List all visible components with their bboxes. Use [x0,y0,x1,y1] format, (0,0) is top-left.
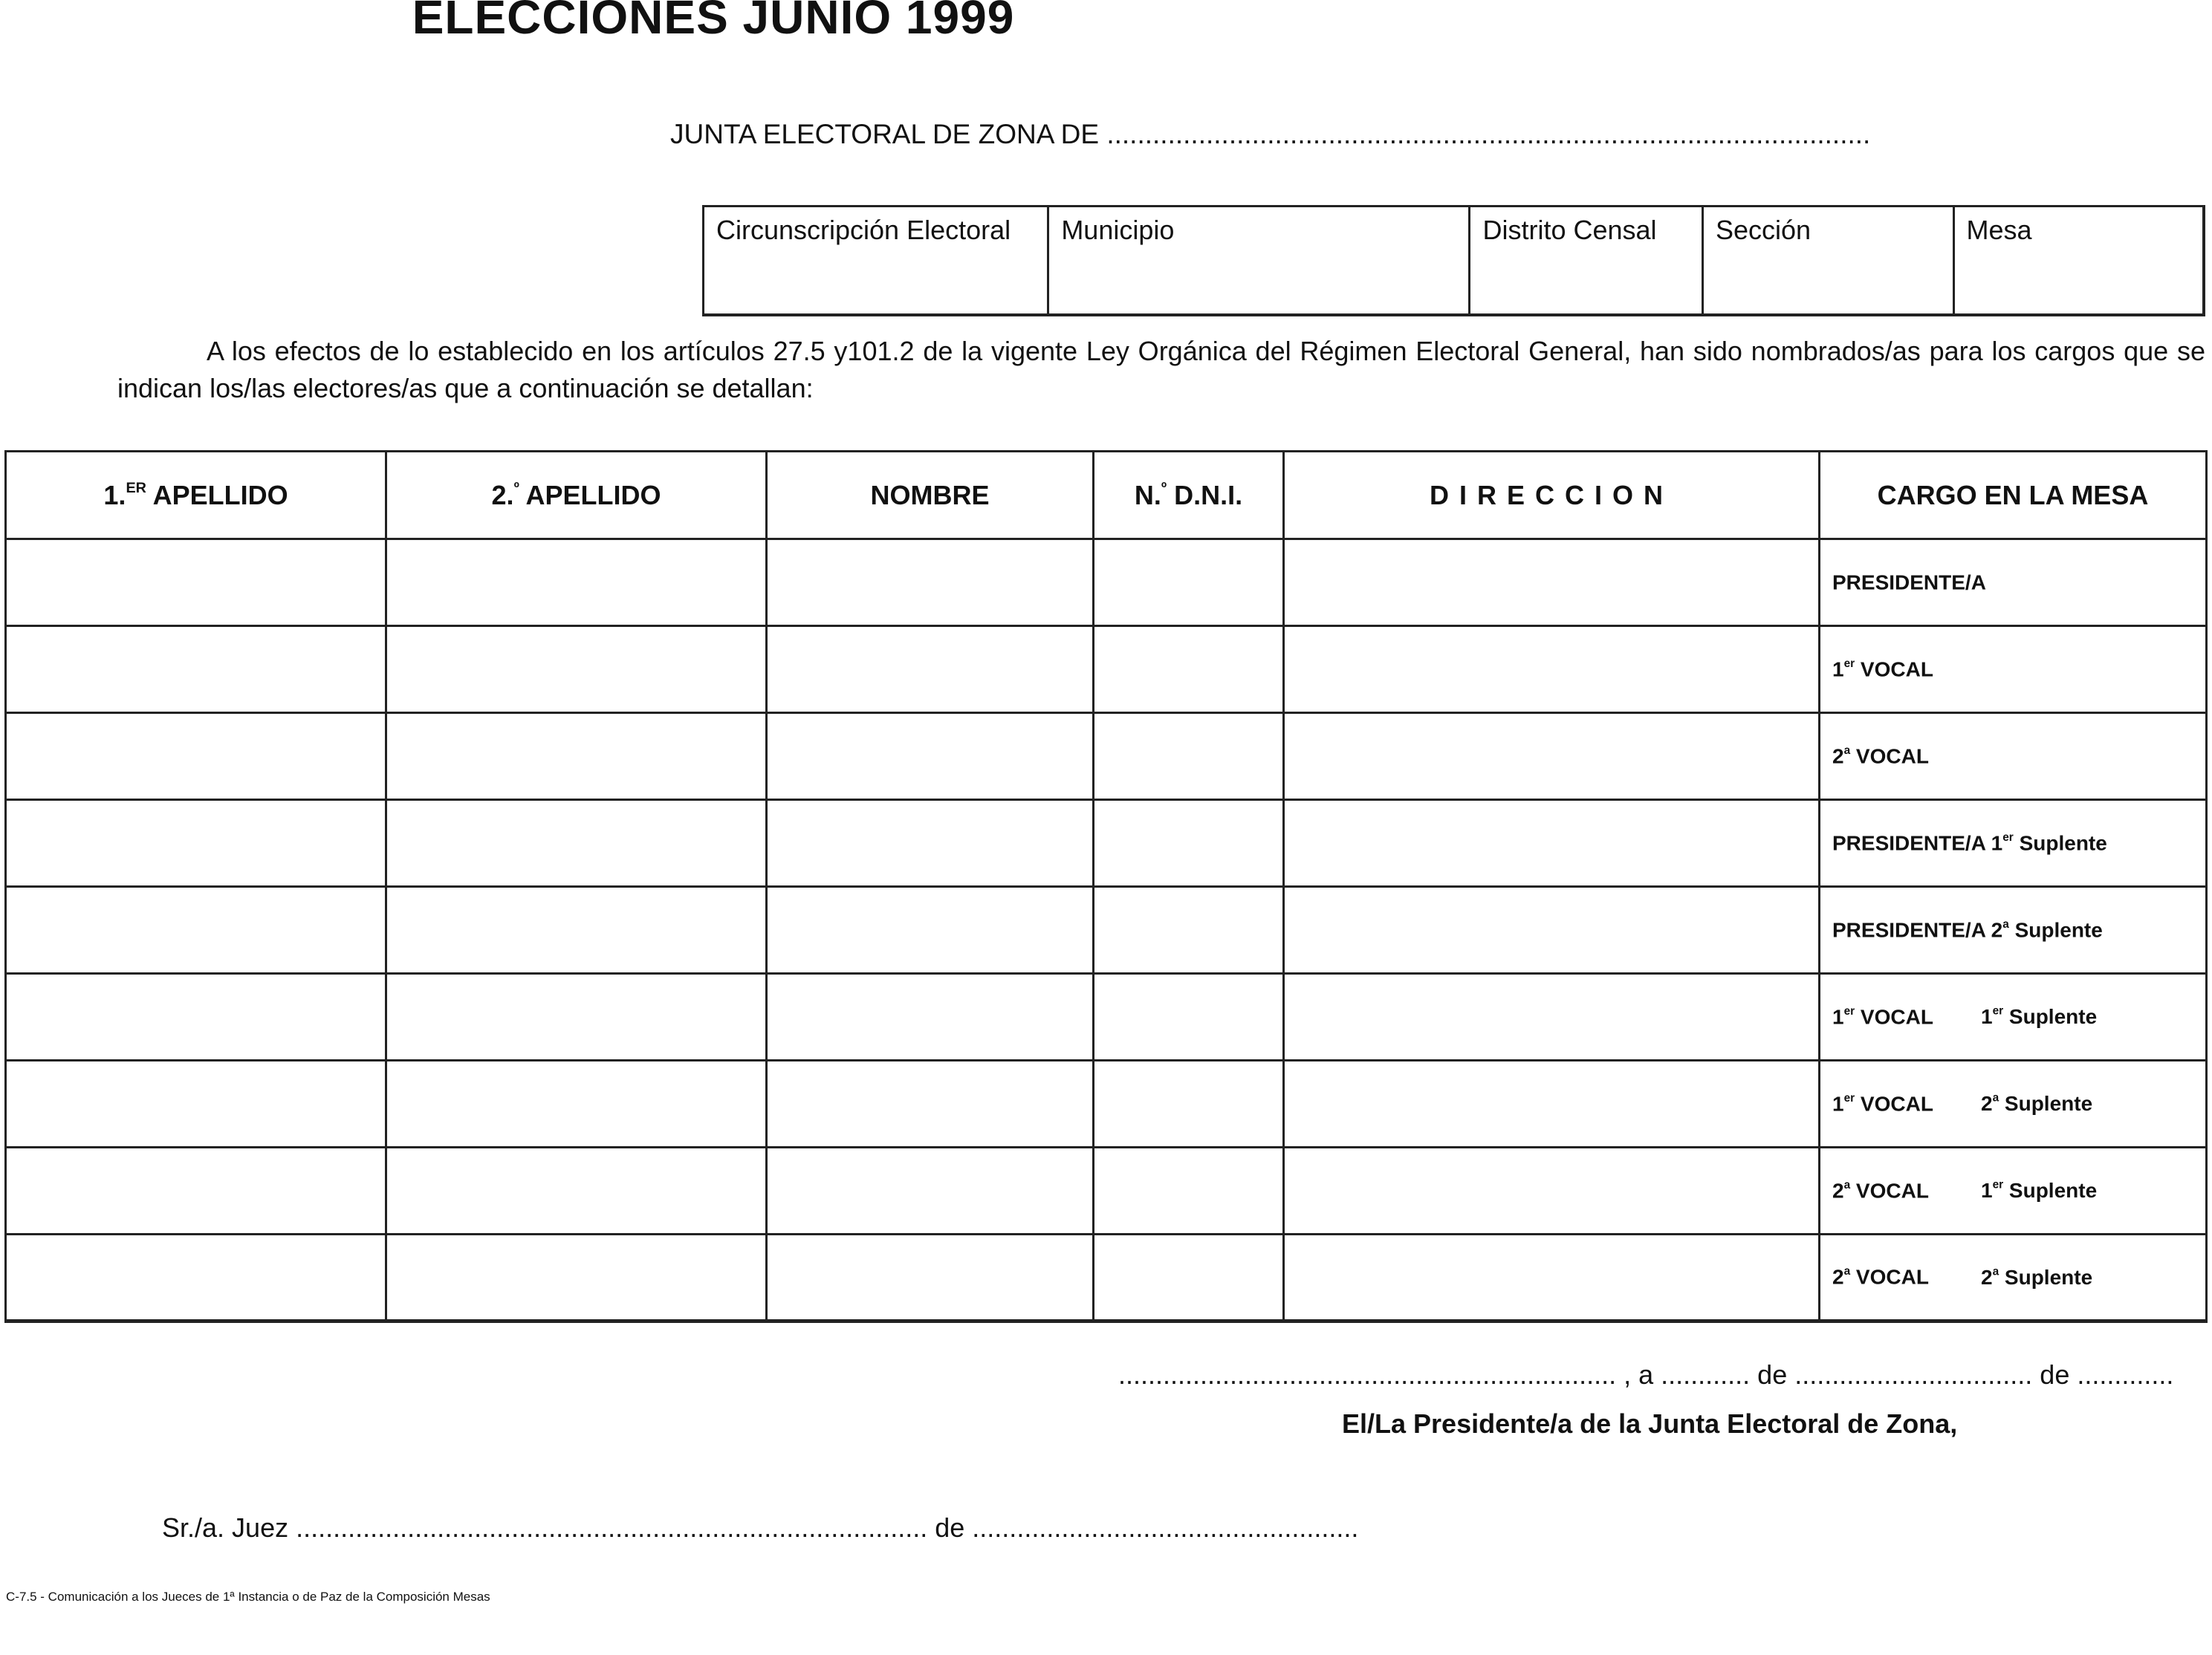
cell-dni[interactable] [1094,713,1284,800]
signature-label: El/La Presidente/a de la Junta Electoral de Zona, [1342,1408,1958,1439]
intro-paragraph: A los efectos de lo establecido en los artículos 27.5 y101.2 de la vigente Ley Orgánica del Régimen Electoral General, han sido nombrados/as para los cargos que se indican los/las electores/as que a continuación se detallan: [117,336,2205,403]
cell-dni[interactable] [1094,974,1284,1061]
cell-cargo [1820,1148,2207,1235]
table-row [6,887,2207,974]
table-row [6,974,2207,1061]
cell-apellido-1[interactable] [6,800,386,887]
cell-dni[interactable] [1094,1148,1284,1235]
cargo-suplente: 1er Suplente [1981,1178,2098,1203]
cell-apellido-2[interactable] [386,626,767,713]
table-header-row [6,452,2207,539]
cell-dni[interactable] [1094,626,1284,713]
cell-nombre[interactable] [767,713,1094,800]
header-apellido-1: 1.$^{ER}$ APELLIDO [6,452,386,539]
location-box [702,205,2205,316]
cell-direccion[interactable] [1284,800,1820,887]
cell-nombre[interactable] [767,626,1094,713]
cell-cargo [1820,974,2207,1061]
cell-apellido-1[interactable] [6,1148,386,1235]
cell-apellido-2[interactable] [386,1148,767,1235]
cell-apellido-2[interactable] [386,539,767,626]
cell-cargo [1820,539,2207,626]
header-cargo: CARGO EN LA MESA [1820,452,2207,539]
header-apellido-2: 2.$^º$ APELLIDO [386,452,767,539]
distrito-censal-field[interactable]: Distrito Censal [1470,207,1704,313]
cell-nombre[interactable] [767,1148,1094,1235]
date-line: ................................................................... , a ............ de ................................ de ............. [1118,1359,2174,1390]
juez-line: Sr./a. Juez ..................................................................................... de .................................................... [162,1512,1359,1543]
cell-apellido-2[interactable] [386,974,767,1061]
cargo-role: PRESIDENTE/A 1er Suplente [1832,830,2107,855]
cell-cargo [1820,1061,2207,1148]
cell-apellido-1[interactable] [6,626,386,713]
cargo-role: PRESIDENTE/A [1832,570,1986,594]
cell-cargo [1820,887,2207,974]
cell-nombre[interactable] [767,887,1094,974]
cell-direccion[interactable] [1284,1061,1820,1148]
seccion-field[interactable]: Sección [1704,207,1955,313]
circunscripcion-field[interactable]: Circunscripción Electoral [704,207,1049,313]
cell-apellido-1[interactable] [6,713,386,800]
cell-direccion[interactable] [1284,974,1820,1061]
cargo-role: 1er VOCAL [1832,657,1933,681]
composition-table [4,450,2208,1323]
cell-apellido-2[interactable] [386,713,767,800]
table-row [6,713,2207,800]
cargo-suplente: 2$^a$ Suplente [1981,1091,2093,1116]
cell-direccion[interactable] [1284,539,1820,626]
cell-dni[interactable] [1094,887,1284,974]
cell-cargo [1820,800,2207,887]
cargo-role: 2$^a$ VOCAL [1832,1265,1929,1289]
cell-direccion[interactable] [1284,1235,1820,1321]
cell-nombre[interactable] [767,539,1094,626]
cell-dni[interactable] [1094,1061,1284,1148]
cell-dni[interactable] [1094,800,1284,887]
header-nombre: NOMBRE [767,452,1094,539]
cell-dni[interactable] [1094,539,1284,626]
table-row [6,626,2207,713]
cell-cargo [1820,1235,2207,1321]
cell-apellido-2[interactable] [386,800,767,887]
cell-apellido-1[interactable] [6,1235,386,1321]
table-row [6,1148,2207,1235]
table-row [6,539,2207,626]
junta-electoral-label: JUNTA ELECTORAL DE ZONA DE [670,119,1100,149]
table-row [6,1235,2207,1321]
document-title: ELECCIONES JUNIO 1999 [412,0,1015,44]
cell-direccion[interactable] [1284,713,1820,800]
junta-electoral-fill-dots: .................................................................................................... [1106,119,1871,149]
cargo-role: 1er VOCAL [1832,1004,1933,1029]
table-row [6,1061,2207,1148]
cell-dni[interactable] [1094,1235,1284,1321]
cell-direccion[interactable] [1284,1148,1820,1235]
cargo-suplente: 2$^a$ Suplente [1981,1265,2093,1289]
cell-cargo [1820,713,2207,800]
cell-direccion[interactable] [1284,626,1820,713]
form-footer: C-7.5 - Comunicación a los Jueces de 1ª Instancia o de Paz de la Composición Mesas [6,1590,490,1604]
table-row [6,800,2207,887]
cell-nombre[interactable] [767,1235,1094,1321]
cargo-role: 2$^a$ VOCAL [1832,744,1929,768]
cell-apellido-2[interactable] [386,887,767,974]
mesa-field[interactable]: Mesa [1966,215,2032,245]
cell-cargo [1820,626,2207,713]
cell-apellido-2[interactable] [386,1061,767,1148]
municipio-field[interactable]: Municipio [1049,207,1470,313]
cargo-suplente: 1er Suplente [1981,1004,2098,1029]
cell-nombre[interactable] [767,1061,1094,1148]
cell-apellido-2[interactable] [386,1235,767,1321]
header-direccion: DIRECCION [1284,452,1820,539]
cargo-role: 2$^a$ VOCAL [1832,1178,1929,1203]
cell-apellido-1[interactable] [6,539,386,626]
cell-apellido-1[interactable] [6,1061,386,1148]
cell-apellido-1[interactable] [6,974,386,1061]
cell-direccion[interactable] [1284,887,1820,974]
header-dni: N.$^º$ D.N.I. [1094,452,1284,539]
cell-apellido-1[interactable] [6,887,386,974]
cell-nombre[interactable] [767,974,1094,1061]
cell-nombre[interactable] [767,800,1094,887]
junta-electoral-line [670,119,1870,150]
cargo-role: PRESIDENTE/A 2$^a$ Suplente [1832,917,2103,942]
cargo-role: 1er VOCAL [1832,1091,1933,1116]
